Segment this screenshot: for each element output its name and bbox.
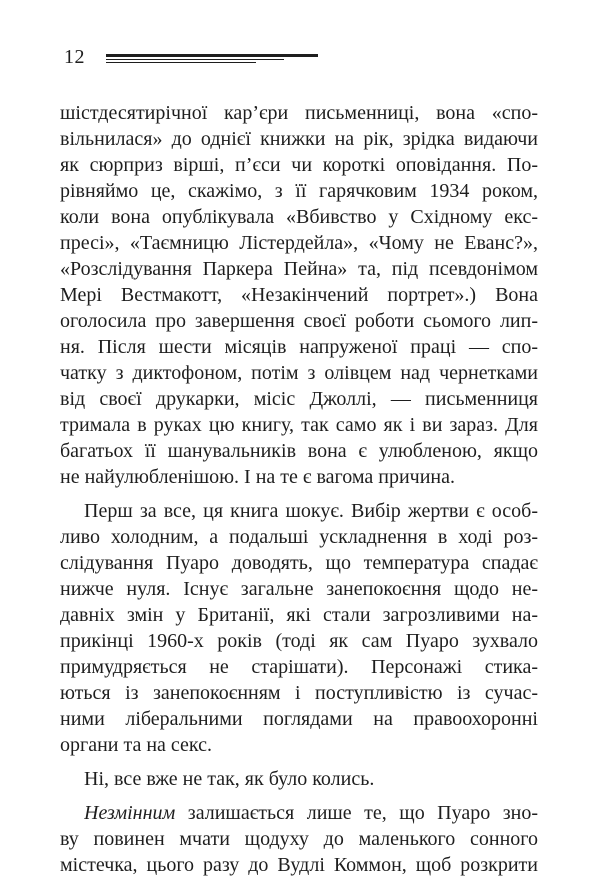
text-line: слідування Пуаро доводять, що температура спадає [60,552,538,574]
paragraph-4 [60,800,538,878]
text-line: тримала в руках цю книгу, так само як і ви зараз. Для [60,414,538,436]
text-line: органи та на секс. [60,734,213,756]
body-text [60,100,538,878]
paragraph-3 [84,766,538,792]
text-line: багатьох її шанувальників вона є улюбленою, якщо [60,440,538,462]
text-line: шістдесятирічної кар’єри письменниці, вона «спо- [60,102,538,124]
text-line: Ні, все вже не так, як було колись. [84,768,375,790]
text-line: Мері Вестмакотт, «Незакінчений портрет».) Вона [60,284,538,306]
rule-thin-line [106,59,284,60]
text-line: ливо холодним, а подальші ускладнення в ході роз- [60,526,538,548]
italic-lead: Незмінним [84,802,176,824]
text-line: нижче нуля. Існує загальне занепокоєння щодо не- [60,578,538,600]
paragraph-2 [60,498,538,758]
text-line: вільнилася» до однієї книжки на рік, зрідка видаючи [60,128,538,150]
text-line: «Розслідування Паркера Пейна» та, під псевдонімом [60,258,538,280]
text-line: Перш за все, ця книга шокує. Вибір жертви є особ- [84,500,538,522]
text-line: ються із занепокоєнням і поступливістю із сучас- [60,682,538,704]
text-line: давніх змін у Британії, які стали загрозливими на- [60,604,538,626]
decorative-rule [106,54,318,64]
text-line: оголосила про завершення своєї роботи сьомого лип- [60,310,538,332]
rule-thick-line [106,54,318,57]
text-line: чатку з диктофоном, потім з олівцем над чернетками [60,362,538,384]
text-line: ву повинен мчати щодуху до маленького сонного [60,828,538,850]
text-line: містечка, цього разу до Вудлі Коммон, щоб розкрити [60,854,538,876]
text-line [84,800,538,826]
text-line: не найулюбленішою. І на те є вагома причина. [60,466,456,488]
text-line: від своєї друкарки, місіс Джоллі, — письменниця [60,388,538,410]
text-line: примудряється не старішати). Персонажі стика- [60,656,538,678]
text-line: ня. Після шести місяців напруженої праці — спо- [60,336,538,358]
text-line: прикінці 1960-х років (тоді як сам Пуаро зухвало [60,630,538,652]
running-head [64,44,324,70]
text-line: рівняймо це, скажімо, з її гарячковим 1934 роком, [60,180,538,202]
text-line: як сюрприз вірші, п’єси чи короткі оповідання. По- [60,154,538,176]
page-number: 12 [64,46,85,68]
text-line: ними ліберальними поглядами на правоохоронні [60,708,538,730]
rule-thin-line [106,62,256,63]
paragraph-1 [60,100,538,490]
text-segment: залишається лише те, що Пуаро зно- [175,802,538,824]
text-line: пресі», «Таємницю Лістердейла», «Чому не Еванс?», [60,232,538,254]
text-line: коли вона опублікувала «Вбивство у Східному екс- [60,206,538,228]
